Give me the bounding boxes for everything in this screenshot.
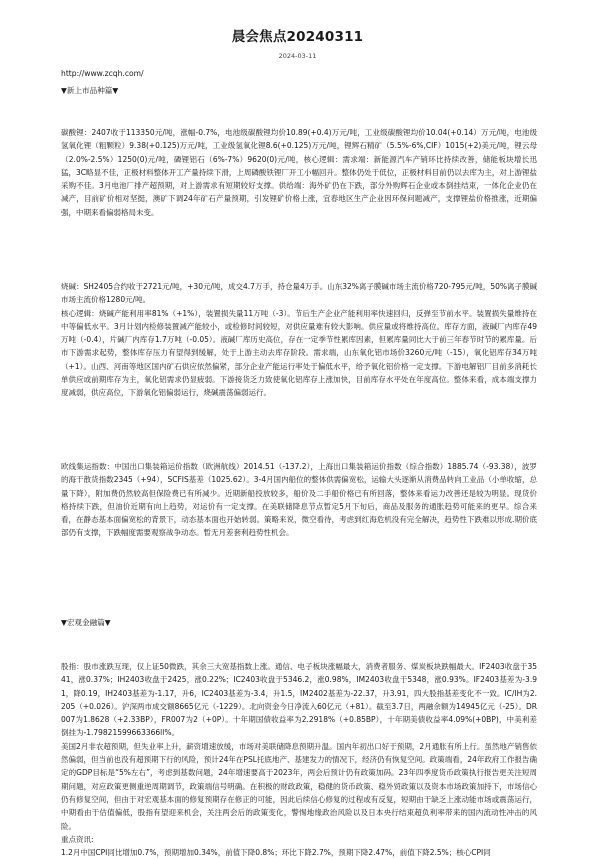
- paragraph-caustic-soda: 烧碱：SH2405合约收于2721元/吨，+30元/吨，成交4.7万手，持仓量4万手。山东32%离子膜碱市场主流价格720-795元/吨，50%离子膜碱市场主流价格1280元/吨。 核心逻辑：烧碱产能利用率81%（+1%），装置损失量11万吨（-3）。节后生产企业产能利用率快速回归，反弹至节前水平。装置损失量维持在中等偏低水平。3月计划内检修装置减产能较小，或检修时间较短，对供应量难有较大影响。供应量或将维持高位。库存方面，液碱厂内库存49万吨（-0.4），片碱厂内库存1.7万吨（-0.05）。液碱厂库历史高位，存在一定季节性累库因素，但累库量同比大于前三年春节时节的累库量。后市下游需求起势，整体库存压力有望得到缓解，处于上游主动去库存阶段。需求端，山东氧化铝市场价3260元/吨（-15），氧化铝库存34万吨（+1）。山西、河南等地区国内矿石供应依然偏紧，部分企业产能运行率处于偏低水平，给予氧化铝价格一定支撑。下游电解铝厂目前多消耗长单供应或前期库存为主，氧化铝需求仍显疲弱。下游接货乏力致使氧化铝库存上涨加快，目前库存水平处在年度高位。整体来看，成本端支撑力度减弱，供应高位，下游氧化铝偏弱运行，烧碱震荡偏弱运行。: [61, 282, 537, 398]
- website-link[interactable]: http://www.zcqh.com/: [61, 69, 144, 78]
- page-title: 晨会焦点20240311: [231, 29, 364, 45]
- paragraph-shipping-index: 欧线集运指数：中国出口集装箱运价指数（欧洲航线）2014.51（-137.2），上海出口集装箱运价指数（综合指数）1885.74（-93.38），波罗的海干散货指数2345（+94），SCFIS基差（1025.62）。3-4月国内船位的整体供需偏宽松，运输大头逐渐从消费品转向工业品（小单收缩，总量下降），附加费仍然较高但保险费已有所减少。近期新船投放较多，船价及二手船价格已有所回落，整体来看运力改善还是较为明显。现货价格持续下跌，但油价近期有向上趋势，对运价有一定支撑。在美联储降息节点暂定5月下旬后，商品及服务的通胀趋势可能来的更早。综合来看，在静态基本面偏宽松的背景下，动态基本面也开始转弱。策略来说，微空看待，考虑到红海危机没有完全解决，趋势性下跌难以形成.期价底部仍有支撑，下跌幅度需要观察战争动态。暂无月差套利趋势性机会。: [61, 462, 537, 538]
- section-heading-new-products: ▼新上市品种篇▼: [61, 86, 119, 95]
- paragraph-lithium: 碳酸锂：2407收于113350元/吨，涨幅-0.7%，电池级碳酸锂均价10.89(+0.4)万元/吨，工业级碳酸锂均价10.04(+0.14）万元/吨，电池级氢氧化锂（粗颗粒）9.38(+0.125)万元/吨，工业级氢氧化锂8.6(+0.125)万元/吨，锂辉石精矿（5.5%-6%,CIF）1015(+2)美元/吨，锂云母（2.0%-2.5%）1250(0)元/吨，磷锂铝石（6%-7%）9620(0)元/吨，核心逻辑：需求端：新能源汽车产销环比持续改善，储能板块增长迅猛，3C略显不佳，正极材料整体开工产量持续下滑，上周磷酸铁锂厂开工小幅回升。整体仍处于低位，正极材料目前仍以去库为主，对上游锂盐采购不佳。3月电池厂排产超预期，对上游需求有短期较好支撑。供给端：海外矿仍在下跌，部分外购辉石企业或本倒挂结束，一体化企业仍在减产，目前矿价相对坚挺，澳矿下调24年矿石产量预期，引发锂矿价格上涨，宜春地区生产企业因环保问题减产，支撑锂盐价格推涨，近期偏强，中期来看偏弱格局未变。: [61, 128, 537, 217]
- report-date: 2024-03-11: [278, 52, 317, 60]
- section-heading-macro-finance: ▼宏观金融篇▼: [61, 618, 111, 627]
- paragraph-stock-index: 股指：股市涨跌互现，仅上证50微跌，其余三大宽基指数上涨。通信、电子板块涨幅最大，消费者服务、煤炭板块跌幅最大。IF2403收盘于3541，涨0.37%；IH2403收盘于2425，涨0.22%；IC2403收盘于5346.2，涨0.98%，IM2403收盘于5348，涨0.93%。IF2403基差为-3.91，降0.19，IH2403基差为-1.17，升6，IC2403基差为-3.4，升1.5，IM2402基差为-22.37，升3.91，四大股指基差变化不一致。IC/IH为2.205（+0.026）。沪深两市成交额8665亿元（-1229）。北向资金今日净流入60亿元（+81）。截至3.7日，两融余额为14945亿元（-25）。DR007为1.8628（+2.33BP），FR007为2（+0P）。十年期国债收益率为2.2918%（+0.85BP），十年期美债收益率4.09%(+0BP)，中美利差倒挂为-1.79821599663366ll%。 美国2月非农超预期，但失业率上升，薪资增速放缓，市场对美联储降息预期升温。国内年初出口好于预期，2月通胀有所上行。虽然地产销售依然偏弱，但当前也没有超预期下行的风险，预计24年在PSL托底地产、基建发力的情况下，经济仍有恢复空间。政策端看，24年政府工作报告确定的GDP目标是“5%左右”，考虑到基数问题，24年增速要高于2023年，两会后预计仍有政策加码。23年四季度货币政策执行报告更关注短周期问题，对应政策更侧重逆周期调节，政策端信号明确。在积极的财政政策，稳健的货币政策、稳外贸政策以及资本市场政策加持下，市场信心仍有修复空间，但由于对宏观基本面的修复预期存在修正的可能，因此后续信心修复的过程或有反复，短期由于缺乏上涨动能市场或震荡运行，中期看由于估值偏低，股指有望迎来机会，关注两会后的政策变化，警惕地缘政治风险以及日本央行结束超负利率带来的国内流动性冲击的风险。 重点资讯: 1.2月中国CPI同比增加0.7%，预期增加0.34%，前值下降0.8%；环比下降2.7%，预期下降2.47%，前值下降2.5%；核心CPI同: [61, 662, 537, 858]
